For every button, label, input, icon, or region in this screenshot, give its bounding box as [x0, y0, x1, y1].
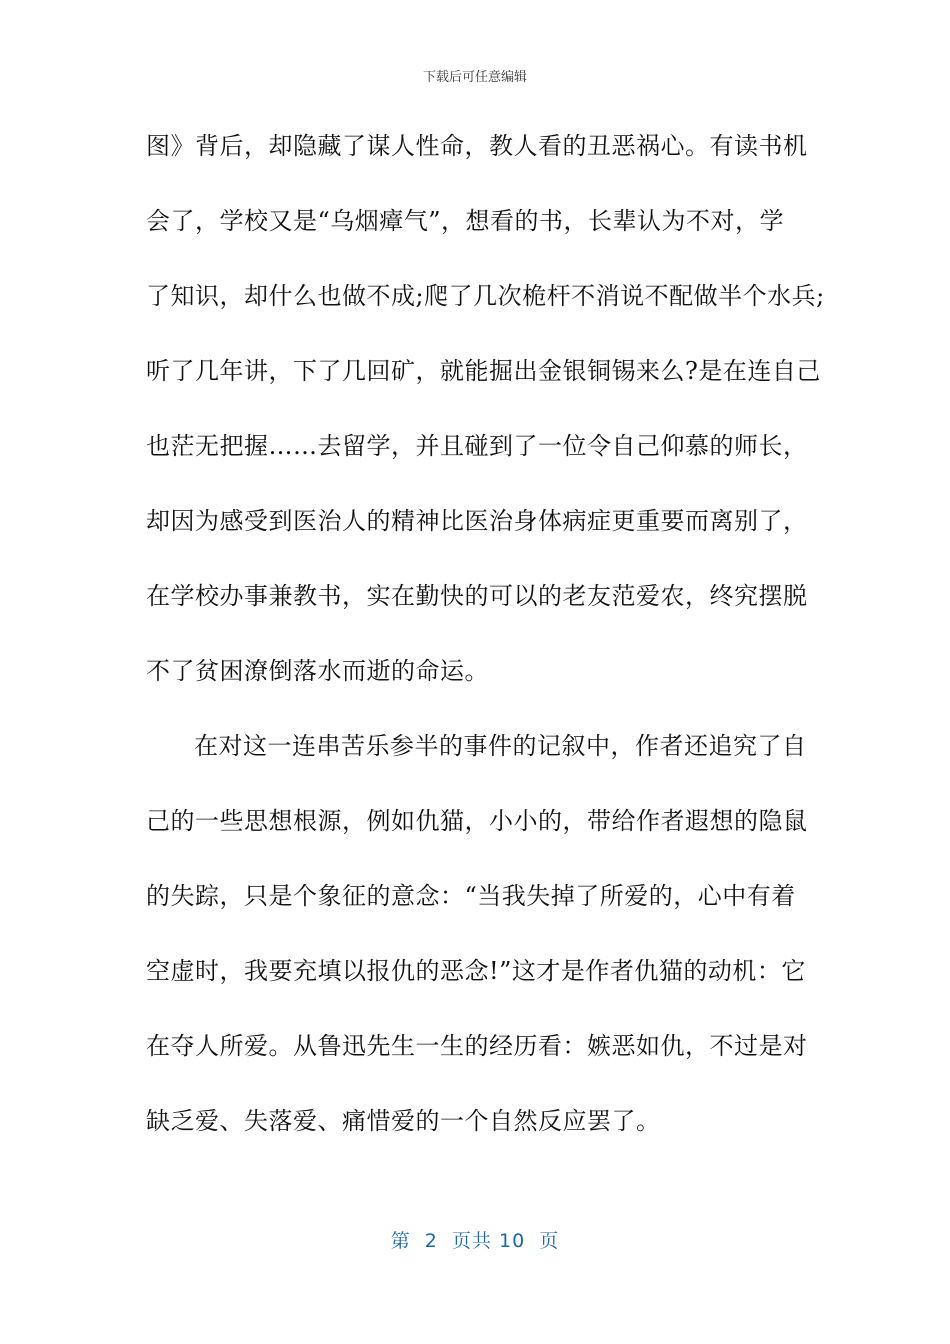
document-body — [146, 124, 826, 1174]
text-line: 缺乏爱、失落爱、痛惜爱的一个自然反应罢了。 — [146, 1107, 661, 1135]
page-number: 第 2 页共 10 页 — [390, 1230, 560, 1252]
text-line: 却因为感受到医治人的精神比医治身体病症更重要而离别了， — [146, 507, 808, 535]
text-line: 在学校办事兼教书，实在勤快的可以的老友范爱农，终究摆脱 — [146, 582, 808, 610]
text-line: 空虚时，我要充填以报仇的恶念!”这才是作者仇猫的动机：它 — [146, 957, 806, 985]
text-line: 也茫无把握……去留学，并且碰到了一位令自己仰慕的师长， — [146, 432, 808, 460]
page-header: 下载后可任意编辑 — [422, 70, 527, 85]
text-line: 会了，学校又是“乌烟瘴气”，想看的书，长辈认为不对，学 — [146, 207, 785, 235]
text-line: 不了贫困潦倒落水而逝的命运。 — [146, 657, 489, 685]
text-line: 在夺人所爱。从鲁迅先生一生的经历看：嫉恶如仇，不过是对 — [146, 1032, 808, 1060]
text-line: 了知识，却什么也做不成;爬了几次桅杆不消说不配做半个水兵; — [146, 282, 825, 310]
text-line: 的失踪，只是个象征的意念：“当我失掉了所爱的，心中有着 — [146, 882, 796, 910]
page-footer — [0, 1226, 950, 1253]
text-line: 听了几年讲，下了几回矿，就能掘出金银铜锡来么?是在连自己 — [146, 357, 821, 385]
paragraph-first-line: 在对这一连串苦乐参半的事件的记叙中，作者还追究了自 — [194, 732, 807, 760]
text-line: 己的一些思想根源，例如仇猫，小小的，带给作者遐想的隐鼠 — [146, 807, 808, 835]
text-line: 图》背后，却隐藏了谋人性命，教人看的丑恶祸心。有读书机 — [146, 132, 808, 160]
